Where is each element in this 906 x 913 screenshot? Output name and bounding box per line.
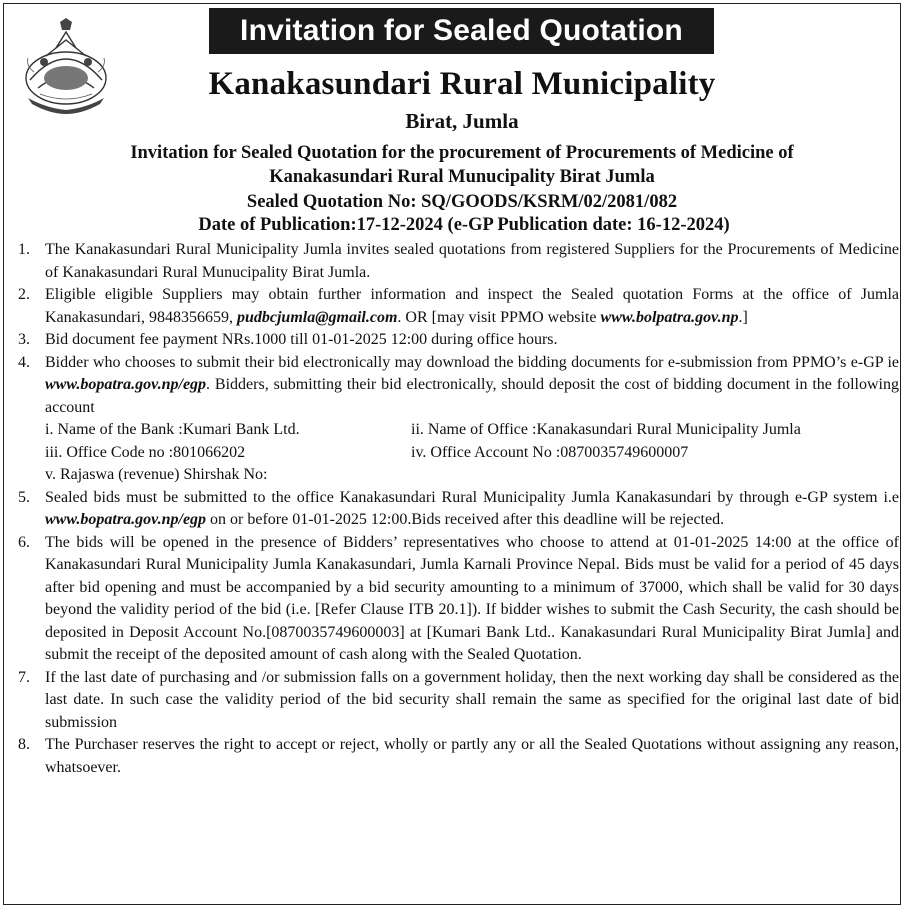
- bank-detail-row: [45, 464, 899, 487]
- bank-detail-row: [45, 419, 899, 442]
- clause-number: 1.: [18, 241, 30, 258]
- publication-date: Date of Publication:17-12-2024 (e-GP Publication date: 16-12-2024): [198, 215, 730, 235]
- office-name: ii. Name of Office :Kanakasundari Rural Municipality Jumla: [411, 421, 801, 438]
- clause-number: 3.: [18, 331, 30, 348]
- clause-text: . OR [may visit PPMO website: [397, 308, 601, 326]
- clause-number: 2.: [18, 286, 30, 303]
- notice-banner: Invitation for Sealed Quotation: [209, 8, 714, 54]
- quotation-number: Sealed Quotation No: SQ/GOODS/KSRM/02/2081/082: [246, 192, 678, 212]
- notice-title-line2: Kanakasundari Rural Munucipality Birat Jumla: [269, 167, 655, 187]
- clause-text: Bid document fee payment NRs.1000 till 01-01-2025 12:00 during office hours.: [45, 331, 558, 348]
- office-account: iv. Office Account No :0870035749600007: [411, 443, 689, 461]
- contact-email-link[interactable]: pudbcjumla@gmail.com: [236, 308, 398, 326]
- clause-text: The Purchaser reserves the right to accept or reject, wholly or partly any or all the Sealed Quotations without assigning any reason, whatsoever.: [45, 736, 899, 776]
- ppmo-website-link[interactable]: www.bolpatra.gov.np: [600, 308, 739, 326]
- bank-name: i. Name of the Bank :Kumari Bank Ltd.: [45, 421, 300, 438]
- egp-website-link[interactable]: www.bopatra.gov.np/egp: [45, 376, 207, 393]
- clause-number: 6.: [18, 533, 30, 551]
- clause-8: [14, 734, 899, 779]
- clause-2: [14, 284, 899, 329]
- clause-text: Bidder who chooses to submit their bid electronically may download the bidding documents for e-submission from PPMO’s e-GP ie: [45, 353, 899, 371]
- clause-6: [14, 532, 899, 667]
- notice-page: [3, 3, 901, 905]
- egp-website-link[interactable]: www.bopatra.gov.np/egp: [45, 511, 207, 528]
- clause-text: .]: [738, 308, 748, 326]
- clause-text: The Kanakasundari Rural Municipality Jumla invites sealed quotations from registered Suppliers for the Procurements of Medicine of Kanakasundari Rural Munucipality Birat Jumla.: [45, 241, 899, 281]
- clause-7: [14, 667, 899, 735]
- clause-number: 5.: [18, 488, 30, 506]
- clause-text: The bids will be opened in the presence of Bidders’ representatives who choose to attend at 01-01-2025 14:00 at the office of Kanakasundari Rural Municipality Jumla Kanakasundari, Jumla Karnali Province Nepal. Bids must be valid for a period of 45 days after bid opening and must be accompanied by a bid security amounting to a minimum of 37000, which shall be valid for 30 days beyond the validity period of the bid (i.e. [Refer Clause ITB 20.1]). If bidder wishes to submit the Cash Security, the cash should be deposited in Deposit Account No.[0870035749600003] at [Kumari Bank Ltd.. Kanakasundari Rural Municipality Birat Jumla] and submit the receipt of the deposited amount of cash along with the Sealed Quotation.: [45, 533, 899, 663]
- notice-title-line1: Invitation for Sealed Quotation for the procurement of Procurements of Medicine of: [130, 143, 794, 163]
- notice-clauses: [14, 239, 899, 779]
- clause-number: 4.: [18, 353, 30, 371]
- clause-number: 7.: [18, 668, 30, 686]
- bank-detail-row: [45, 442, 899, 465]
- office-code: iii. Office Code no :801066202: [45, 443, 246, 461]
- clause-1: [14, 239, 899, 284]
- clause-text: Sealed bids must be submitted to the office Kanakasundari Rural Municipality Jumla Kanakasundari by through e-GP system i.e: [45, 488, 899, 506]
- organization-name: Kanakasundari Rural Municipality: [208, 66, 716, 102]
- clause-text: . Bidders, submitting their bid electronically, should deposit the cost of bidding document in the following account: [45, 376, 899, 416]
- clause-4: [14, 352, 899, 487]
- clause-text: on or before 01-01-2025 12:00.Bids received after this deadline will be rejected.: [206, 511, 725, 528]
- clause-number: 8.: [18, 736, 30, 753]
- clause-3: [14, 329, 899, 352]
- rajaswa-shirshak: v. Rajaswa (revenue) Shirshak No:: [45, 466, 268, 483]
- clause-text: If the last date of purchasing and /or submission falls on a government holiday, then the next working day shall be considered as the last date. In such case the validity period of the bid security shall remain the same as specified for the original last date of bid submission: [45, 668, 899, 731]
- organization-place: Birat, Jumla: [405, 109, 519, 133]
- clause-text: Eligible eligible Suppliers may obtain further information and inspect the Sealed quotation Forms at the office of Jumla Kanakasundari, 9848356659,: [45, 286, 899, 326]
- clause-5: [14, 487, 899, 532]
